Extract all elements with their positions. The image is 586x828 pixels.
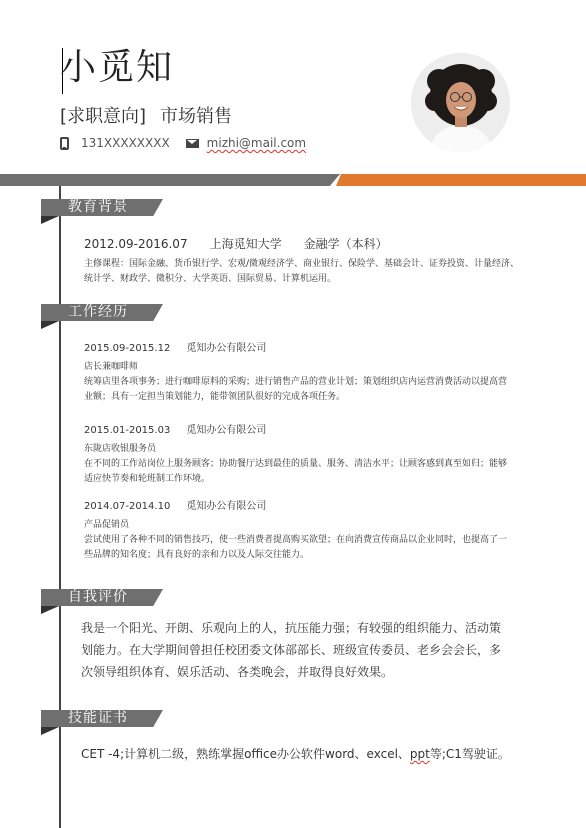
job-intent-value: 市场销售 bbox=[160, 106, 233, 127]
skills-part-1: CET -4;计算机二级，熟练掌握office办公软件word、excel、 bbox=[81, 747, 410, 761]
self-evaluation-text: 我是一个阳光、开朗、乐观向上的人，抗压能力强；有较强的组织能力、活动策划能力。在大学期间曾担任校团委文体部部长、班级宣传委员、老乡会会长，多次领导组织体育、娱乐活动、各类晚会，并取得良好效果。 bbox=[81, 621, 502, 679]
avatar bbox=[411, 53, 510, 152]
education-school: 上海觅知大学 bbox=[209, 237, 282, 251]
header-band-orange bbox=[336, 174, 586, 186]
header-band-gray bbox=[0, 174, 340, 186]
work-entry bbox=[84, 342, 514, 405]
education-major: 金融学（本科） bbox=[303, 237, 388, 251]
education-courses: 主修课程：国际金融、货币银行学、宏观/微观经济学、商业银行、保险学、基础会计、证券投资、计量经济、统计学、财政学、微积分、大学英语、国际贸易、计算机运用。 bbox=[84, 259, 520, 284]
email-address[interactable]: mizhi@mail.com bbox=[206, 136, 307, 150]
work-entry bbox=[84, 500, 514, 563]
section-fold bbox=[41, 606, 59, 614]
work-title: 产品促销员 bbox=[84, 520, 130, 530]
work-description: 在不同的工作站岗位上服务顾客；协助餐厅达到最佳的质量、服务、清洁水平；让顾客感到真至如归；能够适应快节奏和轮班制工作环境。 bbox=[84, 459, 508, 484]
section-header-education bbox=[41, 199, 163, 216]
education-period: 2012.09-2016.07 bbox=[84, 237, 188, 251]
section-header-skills bbox=[41, 710, 163, 727]
work-period: 2015.01-2015.03 bbox=[84, 425, 171, 436]
work-company: 觅知办公有限公司 bbox=[186, 343, 267, 354]
skills-text bbox=[81, 745, 521, 762]
work-period: 2015.09-2015.12 bbox=[84, 343, 171, 354]
section-title-work: 工作经历 bbox=[68, 304, 128, 320]
section-title-education: 教育背景 bbox=[68, 199, 128, 215]
work-description: 统筹店里各项事务；进行咖啡原料的采购；进行销售产品的营业计划；策划组织店内运营消费活动以提高营业额；具有一定担当策划能力，能带领团队很好的完成各项任务。 bbox=[84, 377, 508, 402]
work-company: 觅知办公有限公司 bbox=[186, 425, 267, 436]
resume-name: 小觅知 bbox=[60, 47, 175, 88]
section-title-evaluation: 自我评价 bbox=[68, 589, 128, 605]
section-header-work bbox=[41, 304, 163, 321]
section-fold bbox=[41, 727, 59, 735]
section-title-skills: 技能证书 bbox=[68, 710, 128, 726]
section-header-evaluation bbox=[41, 589, 163, 606]
skills-part-2: ppt bbox=[409, 747, 430, 761]
work-entry-head bbox=[84, 342, 514, 356]
work-title: 东陇店收银服务员 bbox=[84, 444, 157, 454]
timeline-line bbox=[59, 186, 61, 828]
work-entry-head bbox=[84, 424, 514, 438]
phone-number: 131XXXXXXXX bbox=[81, 136, 170, 150]
section-fold bbox=[41, 321, 59, 329]
work-period: 2014.07-2014.10 bbox=[84, 501, 171, 512]
contact-line bbox=[60, 136, 306, 150]
work-entry-head bbox=[84, 500, 514, 514]
avatar-photo bbox=[411, 53, 510, 152]
phone-icon bbox=[60, 137, 69, 150]
job-intent bbox=[60, 102, 232, 128]
mail-icon bbox=[186, 139, 199, 148]
education-summary bbox=[84, 235, 410, 252]
work-entry bbox=[84, 424, 514, 487]
work-description: 尝试使用了各种不同的销售技巧，使一些消费者提高购买欲望；在向消费宣传商品以企业同时，也提高了一些品牌的知名度；具有良好的亲和力以及人际交往能力。 bbox=[84, 535, 508, 560]
section-fold bbox=[41, 216, 59, 224]
job-intent-label: [求职意向] bbox=[60, 106, 147, 127]
work-title: 店长兼咖啡师 bbox=[84, 362, 139, 372]
skills-part-3: 等;C1驾驶证。 bbox=[429, 747, 510, 761]
work-company: 觅知办公有限公司 bbox=[186, 501, 267, 512]
